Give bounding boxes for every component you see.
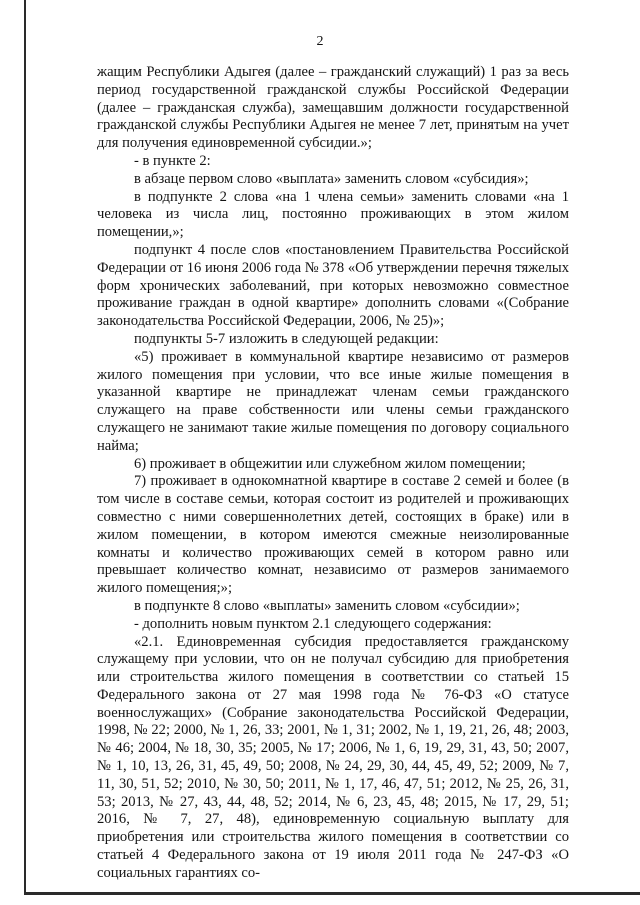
paragraph-subpoint-2: в подпункте 2 слова «на 1 члена семьи» заменить словами «на 1 человека из числа лиц, постоянно проживающих в этом жилом помещении,»; <box>97 188 569 241</box>
paragraph-item-7: 7) проживает в однокомнатной квартире в составе 2 семей и более (в том числе в составе семьи, которая состоит из родителей и проживающих совместно с ними совершеннолетних детей, состоящих в браке) или в жилом помещении, в котором имеются смежные неизолированные комнаты и количество проживающих семей в котором равно или превышает количество комнат, независимо от размеров занимаемого жилого помещения;»; <box>97 473 569 597</box>
paragraph-item-6: 6) проживает в общежитии или служебном жилом помещении; <box>134 455 526 472</box>
paragraph-new-point: - дополнить новым пунктом 2.1 следующего содержания: <box>134 615 492 632</box>
paragraph-first-abzac: в абзаце первом слово «выплата» заменить словом «субсидия»; <box>134 170 529 187</box>
scan-edge-bottom <box>24 892 640 895</box>
paragraph-subpoints-5-7: подпункты 5-7 изложить в следующей редакции: <box>134 330 439 347</box>
scan-edge-left <box>24 0 26 893</box>
paragraph-point-2: - в пункте 2: <box>134 152 211 169</box>
paragraph-point-2-1: «2.1. Единовременная субсидия предоставляется гражданскому служащему при условии, что он не получал субсидию для приобретения или строительства жилого помещения в соответствии со статьей 15 Федерального закона от 27 мая 1998 года № 76-ФЗ «О статусе военнослужащих» (Собрание законодательства Российской Федерации, 1998, № 22; 2000, № 1, 26, 33; 2001, № 1, 31; 2002, № 1, 19, 21, 26, 48; 2003, № 46; 2004, № 18, 30, 35; 2005, № 17; 2006, № 1, 6, 19, 29, 31, 43, 50; 2007, № 1, 10, 13, 26, 31, 45, 49, 50; 2008, № 24, 29, 30, 44, 45, 49, 52; 2009, № 7, 11, 30, 51, 52; 2010, № 30, 50; 2011, № 1, 17, 46, 47, 51; 2012, № 25, 26, 31, 53; 2013, № 27, 43, 44, 48, 52; 2014, № 6, 23, 45, 48; 2015, № 17, 29, 51; 2016, № 7, 27, 48), единовременную социальную выплату для приобретения или строительства жилого помещения в соответствии со статьей 4 Федерального закона от 19 июля 2011 года № 247-ФЗ «О социальных гарантиях со- <box>97 633 569 881</box>
paragraph-item-5: «5) проживает в коммунальной квартире независимо от размеров жилого помещения при условии, что все иные жилые помещения в указанной квартире не принадлежат членам семьи гражданского служащего на праве собственности или члены семьи гражданского служащего не занимают такие жилые помещения по договору социального найма; <box>97 348 569 454</box>
page-number: 2 <box>316 34 324 49</box>
paragraph-subpoint-4: подпункт 4 после слов «постановлением Правительства Российской Федерации от 16 июня 2006 года № 378 «Об утверждении перечня тяжелых форм хронических заболеваний, при которых невозможно совместное проживание граждан в одной квартире» дополнить словами «(Собрание законодательства Российской Федерации, 2006, № 25)»; <box>97 241 569 330</box>
paragraph-continuation: жащим Республики Адыгея (далее – гражданский служащий) 1 раз за весь период государственной гражданской службы Российской Федерации (далее – гражданская служба), замещавшим должности государственной гражданской службы Республики Адыгея не менее 7 лет, принятым на учет для получения единовременной субсидии.»; <box>97 64 569 152</box>
document-body <box>97 64 569 883</box>
paragraph-subpoint-8: в подпункте 8 слово «выплаты» заменить словом «субсидии»; <box>134 597 520 614</box>
